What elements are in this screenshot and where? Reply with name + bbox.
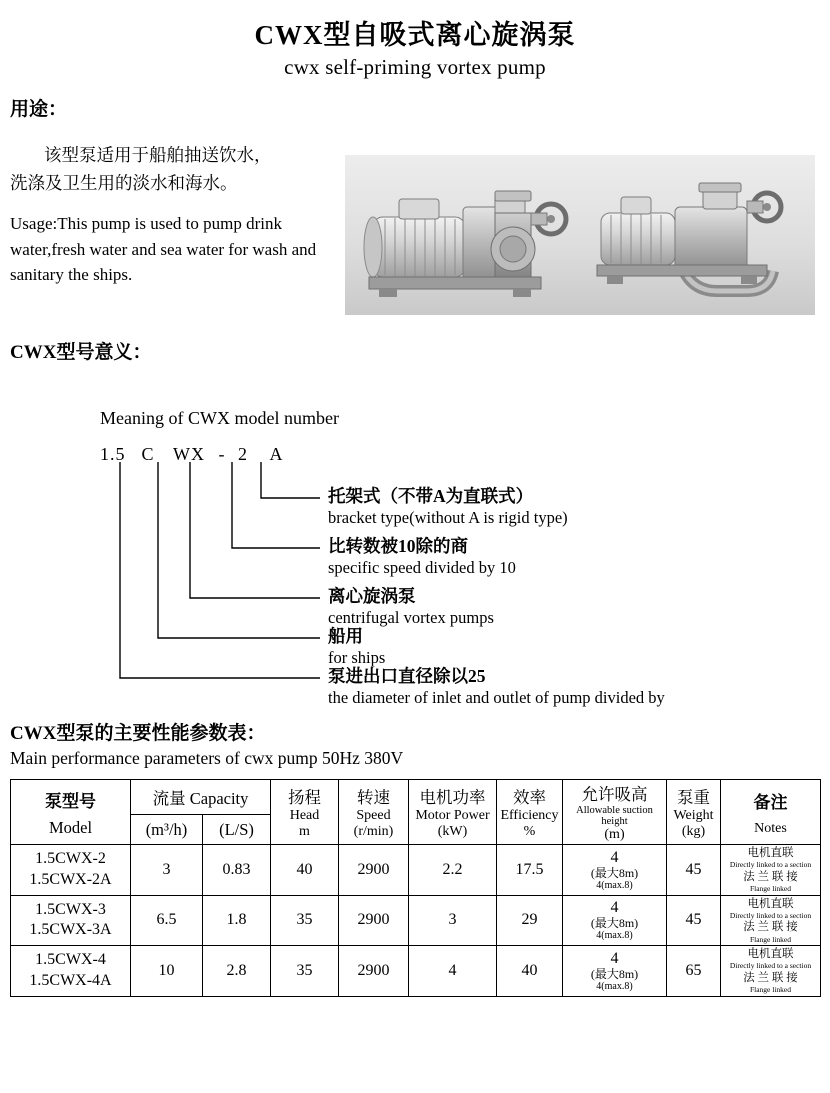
cell-model — [11, 895, 131, 946]
cell-suction-main: 4 — [610, 899, 619, 917]
cell-speed: 2900 — [339, 946, 409, 997]
cell-suction — [563, 895, 667, 946]
cell-suction — [563, 845, 667, 896]
meaning-label-for-ships-cn: 船用 — [328, 626, 363, 647]
cell-suction — [563, 946, 667, 997]
meaning-label-specific-speed — [328, 536, 516, 579]
cell-suction-en: 4(max.8) — [596, 980, 633, 992]
th-weight-unit: (kg) — [681, 824, 706, 840]
th-power-cn: 电机功率 — [419, 788, 486, 808]
th-weight-cn: 泵重 — [677, 788, 710, 808]
cell-power: 2.2 — [409, 845, 497, 896]
cell-model-line2: 1.5CWX-4A — [29, 971, 112, 989]
pump-photo — [345, 155, 815, 315]
cell-note1-en: Directly linked to a section — [729, 961, 812, 971]
cell-capacity-ls: 2.8 — [203, 946, 271, 997]
cell-note2-en: Flange linked — [749, 985, 792, 995]
model-meaning-heading: CWX型号意义： — [10, 342, 152, 364]
cell-note1-cn: 电机直联 — [747, 897, 794, 910]
th-speed-unit: (r/min) — [353, 824, 394, 840]
th-power-unit: (kW) — [437, 824, 468, 840]
cell-model — [11, 845, 131, 896]
th-model-cn: 泵型号 — [45, 791, 96, 811]
model-code-part-4: 2 — [238, 444, 248, 465]
cell-head: 35 — [271, 895, 339, 946]
th-weight — [667, 780, 721, 845]
usage-cn — [10, 141, 340, 197]
cell-note1-en: Directly linked to a section — [729, 910, 812, 920]
meaning-label-specific-speed-cn: 比转数被10除的商 — [328, 536, 468, 557]
model-meaning-title-en: Meaning of CWX model number — [100, 408, 339, 429]
page-title-cn: CWX型自吸式离心旋涡泵 — [254, 20, 576, 50]
th-suction-unit: (m) — [604, 827, 625, 843]
cell-speed: 2900 — [339, 845, 409, 896]
cell-weight: 45 — [667, 845, 721, 896]
table-header-row-1 — [11, 780, 821, 815]
usage-text-block — [10, 141, 340, 288]
model-code-part-5: A — [269, 444, 284, 465]
th-notes — [721, 780, 821, 845]
th-head-cn: 扬程 — [288, 788, 321, 808]
cell-note1-cn: 电机直联 — [747, 948, 794, 961]
cell-note2-en: Flange linked — [749, 934, 792, 944]
model-code-part-1: C — [141, 444, 155, 465]
cell-power: 4 — [409, 946, 497, 997]
usage-en: Usage:This pump is used to pump drink water,fresh water and sea water for wash and sanitary the ships. — [10, 214, 317, 285]
meaning-label-specific-speed-en: specific speed divided by 10 — [328, 557, 516, 577]
cell-model-line1: 1.5CWX-3 — [35, 900, 106, 918]
cell-model-line2: 1.5CWX-3A — [29, 921, 112, 939]
table-row — [11, 895, 821, 946]
cell-power: 3 — [409, 895, 497, 946]
cell-capacity-m3h: 3 — [131, 845, 203, 896]
cell-model — [11, 946, 131, 997]
cell-suction-cn: (最大8m) — [590, 966, 639, 981]
table-row — [11, 845, 821, 896]
cell-capacity-ls: 0.83 — [203, 845, 271, 896]
meaning-label-diameter-en: the diameter of inlet and outlet of pump divided by — [328, 687, 665, 707]
th-suction-cn: 允许吸高 — [581, 785, 648, 805]
meaning-label-bracket-cn: 托架式（不带A为直联式） — [328, 486, 534, 507]
cell-head: 40 — [271, 845, 339, 896]
cell-model-line1: 1.5CWX-4 — [35, 951, 106, 968]
th-weight-en: Weight — [673, 808, 714, 824]
cell-suction-main: 4 — [610, 848, 619, 866]
th-head-unit: m — [299, 824, 310, 840]
th-efficiency-en: Efficiency — [500, 808, 559, 824]
th-speed-en: Speed — [356, 808, 391, 824]
th-capacity-m3h: (m³/h) — [131, 815, 203, 845]
meaning-label-bracket — [328, 486, 568, 529]
cell-suction-main: 4 — [610, 949, 619, 967]
th-power-en: Motor Power — [415, 808, 490, 824]
th-capacity: 流量 Capacity — [131, 780, 271, 815]
model-meaning-diagram — [0, 366, 830, 716]
meaning-label-vortex-pump-cn: 离心旋涡泵 — [328, 586, 416, 607]
th-model — [11, 780, 131, 845]
params-heading: CWX型泵的主要性能参数表： — [10, 723, 266, 745]
th-efficiency-cn: 效率 — [513, 788, 546, 808]
cell-note2-cn: 法 兰 联 接 — [743, 921, 798, 934]
model-code-part-3: - — [218, 444, 226, 465]
meaning-label-vortex-pump — [328, 586, 494, 629]
cell-notes — [721, 845, 821, 896]
cell-note1-en: Directly linked to a section — [729, 860, 812, 870]
page-title-en: cwx self-priming vortex pump — [284, 55, 546, 80]
th-power — [409, 780, 497, 845]
th-suction-en: Allowable suction height — [576, 805, 653, 828]
cell-suction-cn: (最大8m) — [590, 865, 639, 880]
meaning-label-bracket-en: bracket type(without A is rigid type) — [328, 507, 568, 527]
pump-photo-illustration — [345, 155, 815, 315]
th-model-en: Model — [48, 817, 93, 837]
cell-model-line1: 1.5CWX-2 — [35, 850, 106, 867]
document-page — [0, 20, 830, 1093]
cell-suction-en: 4(max.8) — [596, 879, 633, 891]
th-head — [271, 780, 339, 845]
params-subheading: Main performance parameters of cwx pump 50Hz 380V — [10, 748, 404, 769]
usage-cn-line2: 洗涤及卫生用的淡水和海水。 — [10, 173, 238, 194]
cell-note2-en: Flange linked — [749, 884, 792, 894]
th-speed — [339, 780, 409, 845]
th-suction — [563, 780, 667, 845]
th-speed-cn: 转速 — [357, 788, 390, 808]
th-notes-en: Notes — [754, 820, 787, 836]
cell-note2-cn: 法 兰 联 接 — [743, 870, 798, 883]
th-capacity-ls: (L/S) — [203, 815, 271, 845]
th-efficiency-unit: % — [523, 824, 536, 840]
cell-notes — [721, 895, 821, 946]
cell-capacity-ls: 1.8 — [203, 895, 271, 946]
th-notes-cn: 备注 — [753, 792, 788, 812]
cell-efficiency: 17.5 — [497, 845, 563, 896]
meaning-label-diameter-cn: 泵进出口直径除以25 — [328, 666, 486, 687]
cell-weight: 65 — [667, 946, 721, 997]
table-body — [11, 845, 821, 997]
cell-efficiency: 29 — [497, 895, 563, 946]
meaning-label-diameter — [328, 666, 665, 709]
meaning-label-for-ships — [328, 626, 385, 669]
cell-head: 35 — [271, 946, 339, 997]
cell-notes — [721, 946, 821, 997]
cell-note1-cn: 电机直联 — [747, 847, 794, 860]
usage-section — [0, 127, 830, 337]
meaning-label-vortex-pump-en: centrifugal vortex pumps — [328, 607, 494, 627]
cell-suction-en: 4(max.8) — [596, 930, 633, 942]
meaning-label-for-ships-en: for ships — [328, 647, 386, 667]
cell-model-line2: 1.5CWX-2A — [29, 870, 112, 888]
model-code-part-2: WX — [173, 444, 205, 465]
model-code-part-0: 1.5 — [100, 444, 126, 465]
th-head-en: Head — [289, 808, 320, 824]
cell-capacity-m3h: 6.5 — [131, 895, 203, 946]
performance-table — [10, 779, 821, 997]
cell-weight: 45 — [667, 895, 721, 946]
table-row — [11, 946, 821, 997]
cell-speed: 2900 — [339, 895, 409, 946]
usage-heading: 用途： — [10, 99, 68, 121]
cell-capacity-m3h: 10 — [131, 946, 203, 997]
th-efficiency — [497, 780, 563, 845]
cell-note2-cn: 法 兰 联 接 — [743, 971, 798, 984]
cell-efficiency: 40 — [497, 946, 563, 997]
cell-suction-cn: (最大8m) — [590, 916, 639, 930]
model-code — [100, 444, 290, 465]
usage-cn-line1: 该型泵适用于船舶抽送饮水， — [44, 145, 272, 166]
